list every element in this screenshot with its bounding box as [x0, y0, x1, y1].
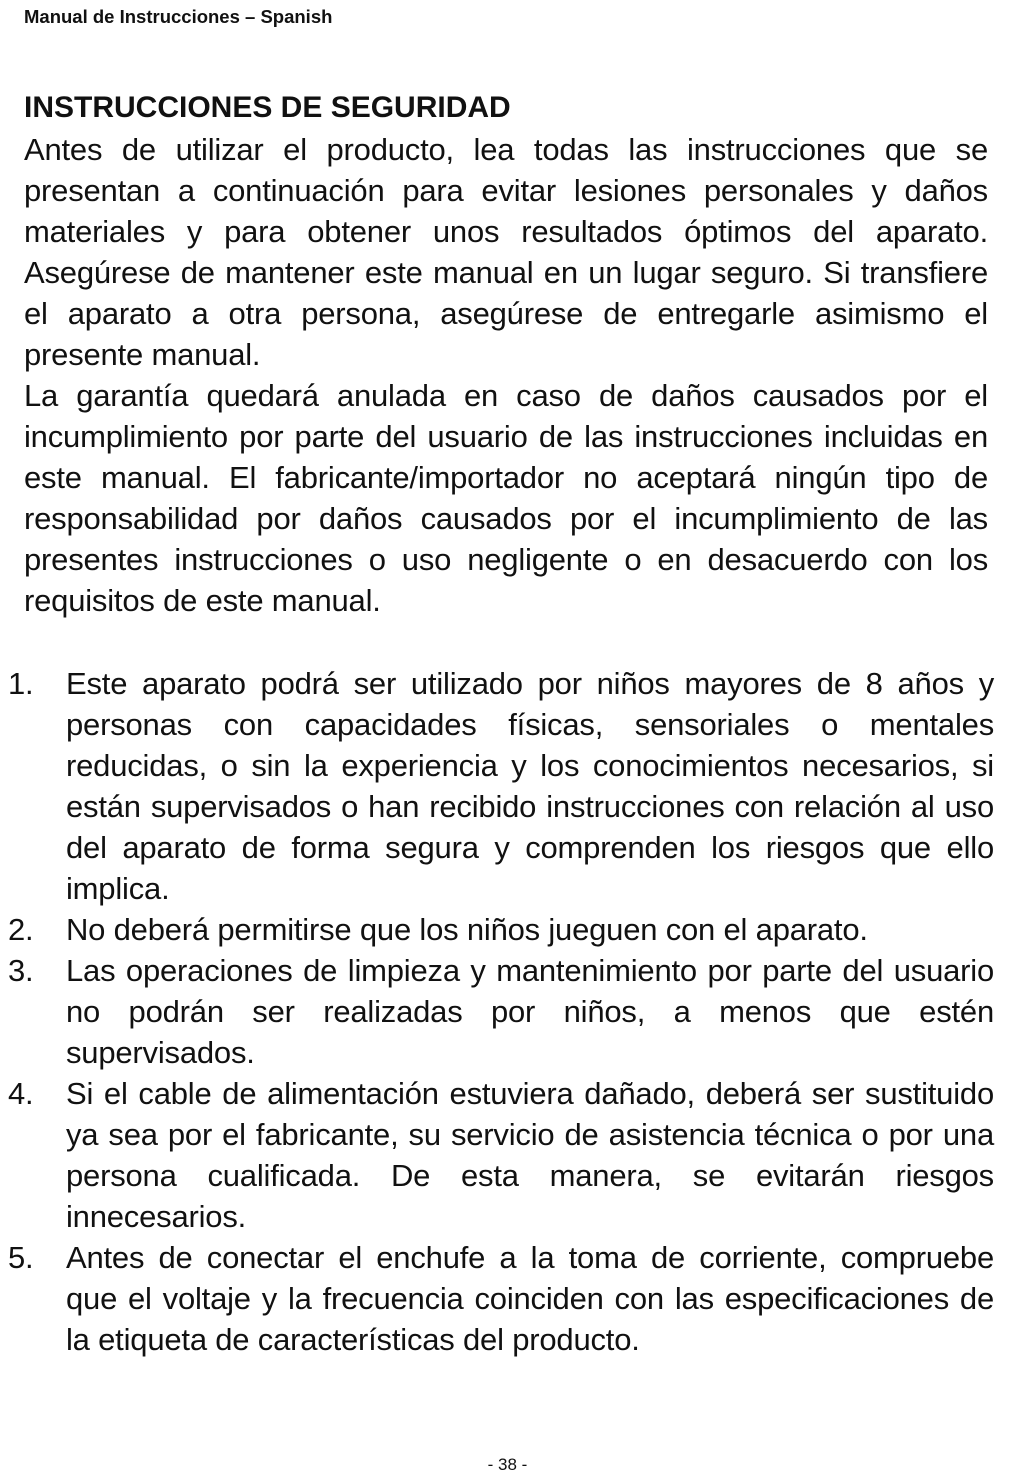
list-item	[8, 1237, 994, 1360]
list-item	[8, 950, 994, 1073]
list-item-number: 1.	[8, 666, 34, 701]
list-item-text: Antes de conectar el enchufe a la toma de corriente, compruebe que el voltaje y la frecuencia coinciden con las especificaciones de la etiqueta de características del producto.	[66, 1240, 994, 1357]
list-item-number: 5.	[8, 1240, 34, 1275]
list-item-text: Si el cable de alimentación estuviera dañado, deberá ser sustituido ya sea por el fabricante, su servicio de asistencia técnica o por una persona cualificada. De esta manera, se evitarán riesgos innecesarios.	[66, 1076, 994, 1234]
list-item-number: 2.	[8, 912, 34, 947]
warranty-paragraph: La garantía quedará anulada en caso de daños causados por el incumplimiento por parte del usuario de las instrucciones incluidas en este manual. El fabricante/importador no aceptará ningún tipo de responsabilidad por daños causados por el incumplimiento de las presentes instrucciones o uso negligente o en desacuerdo con los requisitos de este manual.	[24, 378, 988, 618]
list-item	[8, 663, 994, 909]
intro-text	[24, 129, 988, 621]
section-title: INSTRUCCIONES DE SEGURIDAD	[24, 91, 511, 124]
list-item-text: No deberá permitirse que los niños jueguen con el aparato.	[66, 912, 868, 947]
list-item-number: 3.	[8, 953, 34, 988]
page-number: - 38 -	[487, 1455, 528, 1474]
document-header: Manual de Instrucciones – Spanish	[24, 6, 333, 27]
list-item-text: Las operaciones de limpieza y mantenimiento por parte del usuario no podrán ser realizadas por niños, a menos que estén supervisados.	[66, 953, 994, 1070]
safety-instructions-list	[8, 663, 994, 1360]
list-item-number: 4.	[8, 1076, 34, 1111]
list-item-text: Este aparato podrá ser utilizado por niños mayores de 8 años y personas con capacidades físicas, sensoriales o mentales reducidas, o sin la experiencia y los conocimientos necesarios, si están supervisados o han recibido instrucciones con relación al uso del aparato de forma segura y comprenden los riesgos que ello implica.	[66, 666, 994, 906]
list-item	[8, 909, 994, 950]
intro-paragraph: Antes de utilizar el producto, lea todas las instrucciones que se presentan a continuación para evitar lesiones personales y daños materiales y para obtener unos resultados óptimos del aparato. Asegúrese de mantener este manual en un lugar seguro. Si transfiere el aparato a otra persona, asegúrese de entregarle asimismo el presente manual.	[24, 132, 988, 372]
list-item	[8, 1073, 994, 1237]
